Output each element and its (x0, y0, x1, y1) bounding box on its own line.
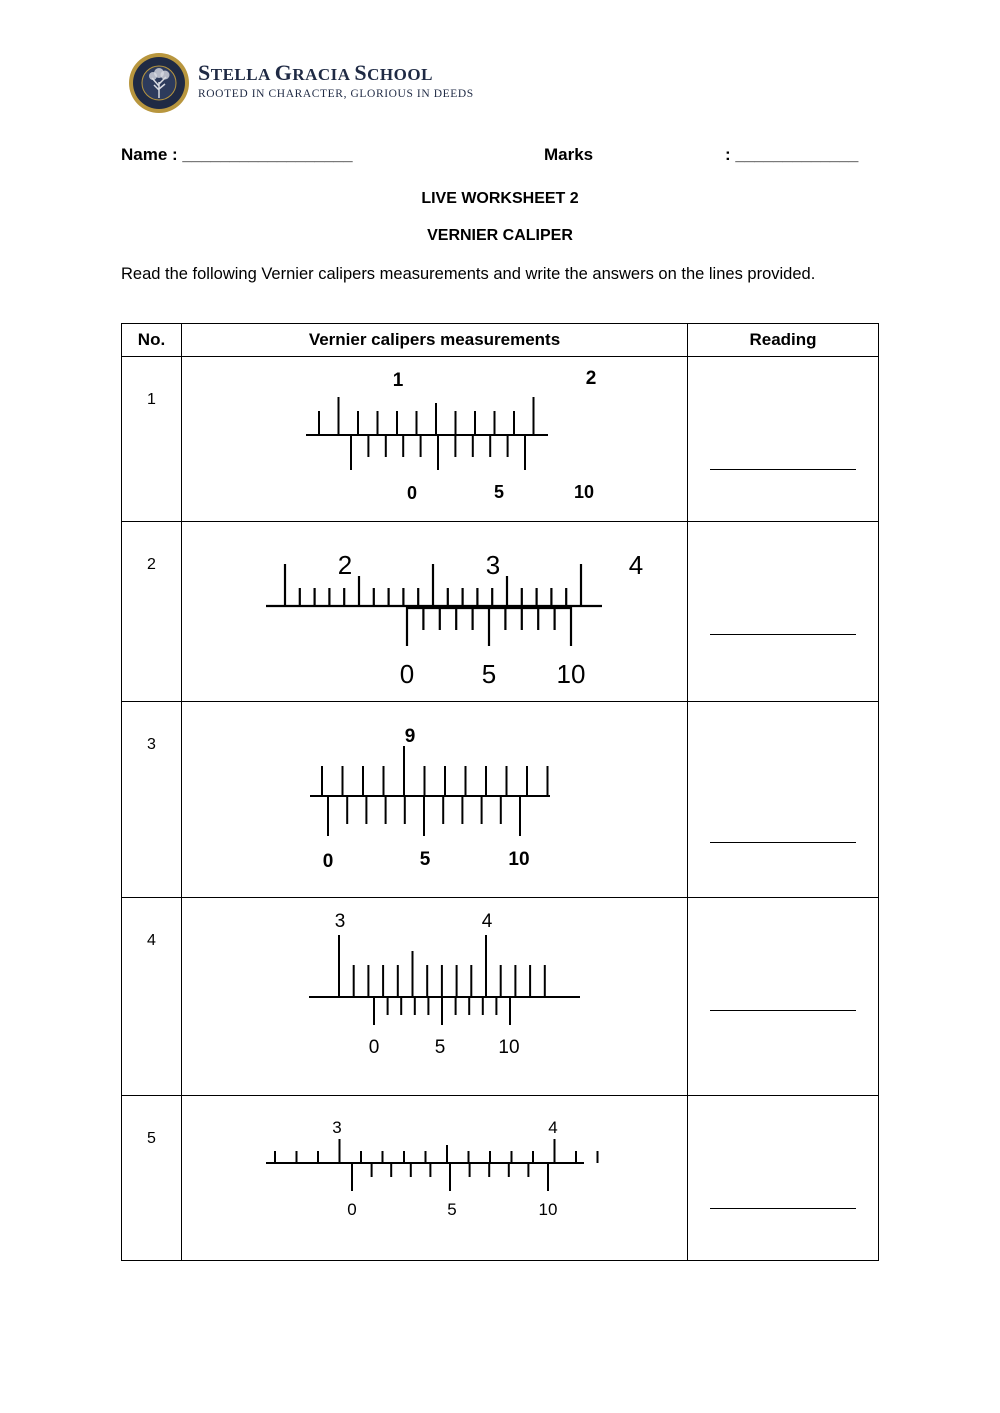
vernier-scale-label: 0 (406, 483, 418, 503)
vernier-scale-label: 5 (447, 1200, 457, 1219)
school-name: STELLA GRACIA SCHOOL (198, 60, 433, 85)
answer-line[interactable] (710, 469, 856, 470)
worksheet-table (121, 323, 879, 1261)
vernier-scale-label: 5 (481, 659, 497, 689)
vernier-scale-label: 5 (434, 1037, 446, 1058)
table-header-row (122, 324, 879, 357)
topic-title: VERNIER CALIPER (427, 227, 573, 244)
main-scale-label: 4 (628, 550, 644, 580)
vernier-diagram-5 (182, 1096, 687, 1255)
answer-cell[interactable] (688, 898, 879, 1096)
row-number: 2 (122, 522, 182, 702)
vernier-scale-label: 5 (419, 849, 431, 870)
row-number: 3 (122, 702, 182, 898)
answer-cell[interactable] (688, 1096, 879, 1261)
table-row (122, 357, 879, 522)
table-row (122, 702, 879, 898)
main-scale-label: 2 (337, 550, 353, 580)
main-scale-label: 2 (585, 368, 597, 389)
vernier-scale-label: 10 (498, 1037, 520, 1058)
vernier-scale-label: 0 (399, 659, 415, 689)
vernier-diagram-cell (182, 898, 688, 1096)
vernier-diagram-cell (182, 702, 688, 898)
vernier-scale-label: 10 (538, 1200, 558, 1219)
answer-line[interactable] (710, 1208, 856, 1209)
vernier-scale-label: 10 (508, 849, 530, 870)
name-field[interactable]: Name : __________________ (121, 145, 353, 164)
marks-label: Marks (544, 145, 594, 164)
row-number: 1 (122, 357, 182, 522)
vernier-scale-label: 0 (347, 1200, 357, 1219)
vernier-diagram-cell (182, 357, 688, 522)
table-row (122, 1096, 879, 1261)
vernier-diagram-1 (182, 357, 687, 516)
vernier-scale-label: 5 (493, 482, 505, 502)
row-number: 5 (122, 1096, 182, 1261)
main-scale-label: 3 (334, 911, 346, 932)
row-number: 4 (122, 898, 182, 1096)
header-no: No. (122, 324, 182, 357)
school-logo-icon (128, 52, 190, 114)
instruction-text: Read the following Vernier calipers measurements and write the answers on the lines provided. (121, 265, 816, 283)
main-scale-label: 3 (485, 550, 501, 580)
table-row (122, 898, 879, 1096)
worksheet-title: LIVE WORKSHEET 2 (421, 190, 579, 207)
answer-line[interactable] (710, 842, 856, 843)
vernier-diagram-cell (182, 522, 688, 702)
main-scale-label: 4 (548, 1118, 558, 1137)
vernier-scale-label: 10 (573, 482, 595, 502)
table-row (122, 522, 879, 702)
vernier-scale-label: 0 (322, 851, 334, 872)
answer-line[interactable] (710, 634, 856, 635)
vernier-scale-label: 0 (368, 1037, 380, 1058)
main-scale-label: 9 (404, 726, 416, 747)
answer-cell[interactable] (688, 522, 879, 702)
vernier-diagram-cell (182, 1096, 688, 1261)
answer-cell[interactable] (688, 702, 879, 898)
marks-field[interactable]: : _____________ (725, 145, 859, 164)
header-reading: Reading (688, 324, 879, 357)
answer-line[interactable] (710, 1010, 856, 1011)
vernier-diagram-3 (182, 702, 687, 892)
main-scale-label: 4 (481, 911, 493, 932)
main-scale-label: 1 (392, 370, 404, 391)
school-tagline: ROOTED IN CHARACTER, GLORIOUS IN DEEDS (198, 88, 474, 100)
header-measurements: Vernier calipers measurements (182, 324, 688, 357)
vernier-diagram-2 (182, 522, 687, 696)
main-scale-label: 3 (332, 1118, 342, 1137)
answer-cell[interactable] (688, 357, 879, 522)
vernier-diagram-4 (182, 898, 687, 1090)
vernier-scale-label: 10 (556, 659, 586, 689)
